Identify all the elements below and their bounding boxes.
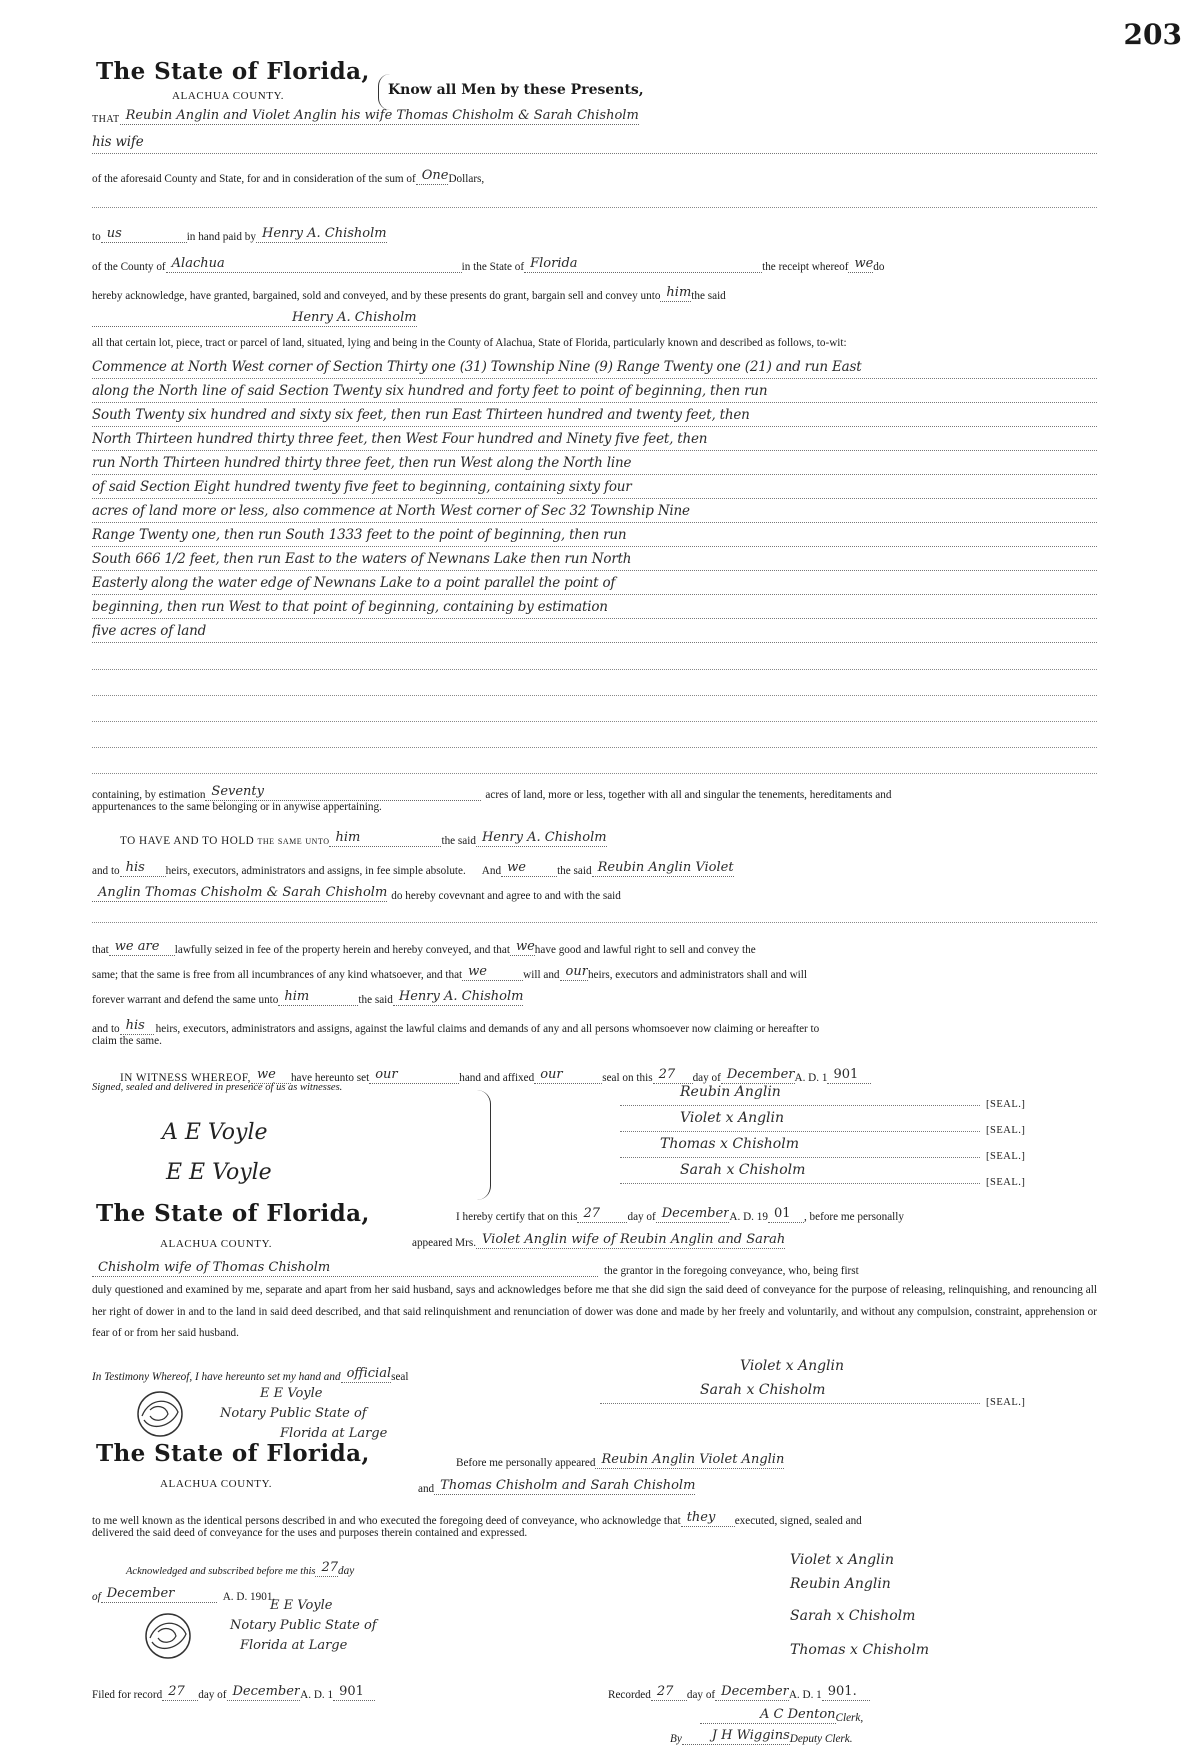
cert2-appeared-row [456, 1448, 1097, 1469]
that-label-2: that [92, 944, 109, 956]
state-title: The State of Florida, [96, 58, 370, 85]
will-and-label: will and [523, 969, 560, 981]
state-title: The State of Florida, [96, 1200, 370, 1227]
day-of-label: day of [692, 1072, 721, 1084]
filed-day: 27 [162, 1683, 198, 1701]
seal-our: our [534, 1066, 602, 1084]
notary-line: Florida at Large [240, 1638, 348, 1653]
the-said-label: the said [441, 835, 476, 847]
description-line: beginning, then run West to that point of beginning, containing by estimation [92, 597, 1097, 619]
claims-row [92, 1014, 1097, 1035]
notary-line: Notary Public State of [220, 1406, 367, 1421]
do-label: do [873, 261, 885, 273]
cert1-appeared-row [412, 1228, 1097, 1249]
grantee-value: Henry A. Chisholm [92, 309, 417, 327]
deputy-label: Deputy Clerk. [789, 1733, 853, 1745]
recorded-year: 901. [822, 1683, 870, 1701]
seal-on-label: seal on this [602, 1072, 653, 1084]
state-of-value: Florida [524, 255, 762, 273]
cert2-signature: Sarah x Chisholm [790, 1608, 916, 1624]
cert2-and-row [418, 1474, 1097, 1495]
deputy-name: J H Wiggins [682, 1727, 790, 1745]
state-of-label: in the State of [461, 261, 525, 273]
seal-year: 901 [827, 1066, 871, 1084]
have-hold-unto-value: him [329, 829, 441, 847]
containing-label: containing, by estimation [92, 789, 206, 801]
cert1-day: 27 [577, 1205, 627, 1223]
containing-row [92, 780, 1097, 801]
blank-line [92, 668, 1097, 670]
description-line: of said Section Eight hundred twenty five feet to beginning, containing sixty four [92, 477, 1097, 499]
of-label: of [92, 1591, 101, 1603]
land-intro: all that certain lot, piece, tract or parcel of land, situated, lying and being in the County of Alachua, State of Florida, particularly known and described as follows, to-wit: [92, 337, 847, 349]
have-hold-row [92, 826, 1097, 847]
the-said-label: the said [358, 994, 393, 1006]
cert1-body: duly questioned and examined by me, separate and apart from her said husband, says and acknowledges before me that she did sign the said deed of conveyance for the purpose of releasing, relinquishing, and renouncing all her right of dower in and to the land in said deed described, and that said relinquishment and renunciation of dower was done and made by her freely and voluntarily, and without any compulsion, constraint, apprehension or fear of or from her said husband. [92, 1284, 1097, 1339]
ad-label: A. D. 19 [729, 1211, 768, 1223]
notary-line: E E Voyle [260, 1386, 323, 1401]
claim-same-text: claim the same. [92, 1035, 162, 1047]
free-row [92, 960, 1097, 981]
and-label: and [418, 1483, 435, 1495]
grantor-signature: Thomas x Chisholm [620, 1136, 980, 1158]
grantor-tail: the grantor in the foregoing conveyance, who, being first [604, 1265, 859, 1277]
and-to-value: his [120, 1017, 154, 1035]
description-line: Range Twenty one, then run South 1333 feet to the point of beginning, then run [92, 525, 1097, 547]
witness-brace [476, 1090, 491, 1200]
seal-word: seal [391, 1371, 409, 1383]
certify-label: I hereby certify that on this [456, 1211, 578, 1223]
grantor-signature: Reubin Anglin [620, 1084, 980, 1106]
before-me-label: Before me personally appeared [456, 1457, 596, 1469]
and-to-value: his [120, 859, 166, 877]
county-label: ALACHUA COUNTY. [172, 90, 285, 102]
blank-line [92, 694, 1097, 696]
paid-by-row [92, 222, 1097, 243]
the-said-label: the said [557, 865, 592, 877]
seized-tail: lawfully seized in fee of the property herein and hereby conveyed, and that [174, 944, 510, 956]
clerk-label: Clerk, [835, 1712, 864, 1724]
description-line: run North Thirteen hundred thirty three feet, then run West along the North line [92, 453, 1097, 475]
to-value: us [101, 225, 187, 243]
the-said-label: the said [691, 290, 726, 302]
seized-value: we are [109, 938, 175, 956]
have-value: we [510, 938, 535, 956]
seal-day: 27 [653, 1066, 693, 1084]
appeared-label: appeared Mrs. [412, 1237, 476, 1249]
seal-label: [SEAL.] [986, 1125, 1026, 1136]
cert1-month: December [656, 1205, 730, 1223]
cert2-names-2: Thomas Chisholm and Sarah Chisholm [434, 1477, 695, 1495]
before-me-label: , before me personally [803, 1211, 904, 1223]
cert2-signature: Reubin Anglin [790, 1576, 891, 1592]
clerk-row [700, 1703, 1097, 1724]
known-label: to me well known as the identical persons described in and who executed the foregoing deed of conveyance, who acknowledge that [92, 1515, 681, 1527]
heirs-row [92, 856, 1097, 877]
blank-line [92, 720, 1097, 722]
free-value: we [462, 963, 523, 981]
cert2-signatures [790, 1548, 929, 1662]
will-value: our [560, 963, 588, 981]
description-line: five acres of land [92, 621, 1097, 643]
blank-line [92, 921, 1097, 923]
delivered-line [92, 1527, 1097, 1548]
warrant-grantee: Henry A. Chisholm [393, 988, 524, 1006]
covenant-row [92, 881, 1097, 902]
appeared-names: Violet Anglin wife of Reubin Anglin and Sarah [476, 1231, 785, 1249]
county-of-label: of the County of [92, 261, 166, 273]
convey-label: hereby acknowledge, have granted, bargained, sold and conveyed, and by these presents do grant, bargain sell and convey unto [92, 290, 661, 302]
seized-row [92, 935, 1097, 956]
cert1-date-row [456, 1202, 1097, 1223]
warrant-unto-value: him [278, 988, 358, 1006]
convey-unto-value: him [660, 284, 691, 302]
page-number: 203 [1123, 18, 1182, 51]
free-tail: heirs, executors and administrators shall and will [587, 969, 807, 981]
testimony-value: official [341, 1365, 392, 1383]
witness-set-label: have hereunto set [290, 1072, 370, 1084]
grantors-row [92, 104, 1097, 125]
notary-line: E E Voyle [270, 1598, 333, 1613]
clerk-name: A C Denton [700, 1706, 836, 1724]
to-label: to [92, 231, 101, 243]
cert1-signature: Sarah x Chisholm [600, 1382, 980, 1404]
by-label: By [670, 1733, 682, 1745]
notary-seal-icon [132, 1386, 188, 1442]
day-label: day [338, 1565, 355, 1577]
receipt-label: the receipt whereof [762, 261, 849, 273]
notary-signature-block [200, 1384, 387, 1444]
paid-by-label: in hand paid by [186, 231, 256, 243]
delivered-text: delivered the said deed of conveyance for the uses and purposes therein contained and expressed. [92, 1527, 528, 1539]
county-label: ALACHUA COUNTY. [160, 1238, 273, 1250]
seal-month: December [721, 1066, 795, 1084]
that-label: THAT [92, 114, 120, 125]
description-line: along the North line of said Section Twenty six hundred and forty feet to point of beginning, then run [92, 381, 1097, 403]
known-row [92, 1506, 1097, 1527]
known-tail: executed, signed, sealed and [734, 1515, 862, 1527]
ack-day: 27 [315, 1559, 338, 1577]
recorded-row [608, 1680, 1097, 1701]
cert1-wife-row [92, 1256, 1097, 1277]
witness-our: our [369, 1066, 459, 1084]
filed-label: Filed for record [92, 1689, 163, 1701]
acres-tail: acres of land, more or less, together with all and singular the tenements, hereditaments and [485, 789, 892, 801]
testimony-row [92, 1362, 512, 1383]
ad-label: A. D. 1 [300, 1689, 334, 1701]
day-of-label: day of [198, 1689, 227, 1701]
description-line: South 666 1/2 feet, then run East to the waters of Newnans Lake then run North [92, 549, 1097, 571]
filed-row [92, 1680, 592, 1701]
description-line: South Twenty six hundred and sixty six feet, then run East Thirteen hundred and twenty feet, then [92, 405, 1097, 427]
and-label: And [481, 865, 502, 877]
grantor-signature: Sarah x Chisholm [620, 1162, 980, 1184]
and-to-label: and to [92, 865, 120, 877]
consideration-amount: One [416, 167, 449, 185]
witness-signature: A E Voyle [162, 1120, 268, 1145]
seal-label: [SEAL.] [986, 1397, 1026, 1408]
free-label: same; that the same is free from all incumbrances of any kind whatsoever, and that [92, 969, 463, 981]
paid-by-value: Henry A. Chisholm [256, 225, 387, 243]
ad-label: A. D. 1 [788, 1689, 822, 1701]
seal-label: [SEAL.] [986, 1099, 1026, 1110]
grantors-line-2: his wife [92, 132, 1097, 154]
cert2-signature: Violet x Anglin [790, 1552, 895, 1568]
notary-signature-block [210, 1596, 377, 1656]
convey-row [92, 281, 1097, 302]
notary-line: Notary Public State of [230, 1618, 377, 1633]
description-line: Easterly along the water edge of Newnans Lake to a point parallel the point of [92, 573, 1097, 595]
description-line: North Thirteen hundred thirty three feet, then West Four hundred and Ninety five feet, then [92, 429, 1097, 451]
known-value: they [681, 1509, 735, 1527]
recorded-label: Recorded [608, 1689, 651, 1701]
cert1-signature: Violet x Anglin [740, 1358, 845, 1374]
ack-month: December [101, 1585, 217, 1603]
notary-line: Florida at Large [280, 1426, 388, 1441]
covenant-tail: do hereby covevnant and agree to and with the said [391, 890, 621, 902]
witness-whereof-label: IN WITNESS WHEREOF, [120, 1072, 251, 1084]
seal-label: [SEAL.] [986, 1151, 1026, 1162]
ad-label: A. D. 1 [794, 1072, 828, 1084]
county-of-row [92, 252, 1097, 273]
deputy-row [670, 1724, 1097, 1745]
recorded-day: 27 [651, 1683, 687, 1701]
claims-tail: heirs, executors, administrators and assigns, against the lawful claims and demands of any and all persons whomsoever now claiming or hereafter to [155, 1023, 820, 1035]
witness-who: we [251, 1066, 291, 1084]
description-line: Commence at North West corner of Section Thirty one (31) Township Nine (9) Range Twenty one (21) and run East [92, 357, 1097, 379]
appurtenances-line [92, 801, 1097, 822]
warrant-label: forever warrant and defend the same unto [92, 994, 279, 1006]
state-title: The State of Florida, [96, 1440, 370, 1467]
grantors-line-1: Reubin Anglin and Violet Anglin his wife Thomas Chisholm & Sarah Chisholm [120, 107, 639, 125]
notary-seal-icon [140, 1608, 196, 1664]
have-tail: have good and lawful right to sell and convey the [534, 944, 756, 956]
filed-month: December [227, 1683, 301, 1701]
blank-line [92, 206, 1097, 208]
receipt-value: we [848, 255, 873, 273]
testimony-label: In Testimony Whereof, I have hereunto set my hand and [92, 1371, 341, 1383]
know-all-men: Know all Men by these Presents, [388, 82, 644, 98]
consideration-row [92, 164, 1097, 185]
claim-same-line [92, 1035, 1097, 1056]
ad-label: A. D. 1901. [222, 1591, 276, 1603]
containing-value: Seventy [205, 783, 481, 801]
ack-row [126, 1556, 546, 1577]
county-label: ALACHUA COUNTY. [160, 1478, 273, 1490]
dollars-label: Dollars, [448, 173, 485, 185]
appurtenances-text: appurtenances to the same belonging or in anywise appertaining. [92, 801, 382, 813]
heirs-label: heirs, executors, administrators and assigns, in fee simple absolute. [165, 865, 466, 877]
day-of-label: day of [627, 1211, 656, 1223]
covenant-names-b: Anglin Thomas Chisholm & Sarah Chisholm [92, 884, 387, 902]
seal-label: [SEAL.] [986, 1177, 1026, 1188]
consideration-label: of the aforesaid County and State, for and in consideration of the sum of [92, 173, 416, 185]
grantee-row [92, 306, 1097, 327]
and-value: we [501, 859, 557, 877]
wife-of-names: Chisholm wife of Thomas Chisholm [92, 1259, 598, 1277]
cert2-names-1: Reubin Anglin Violet Anglin [595, 1451, 784, 1469]
description-line: acres of land more or less, also commence at North West corner of Sec 32 Township Nine [92, 501, 1097, 523]
and-to-label: and to [92, 1023, 120, 1035]
hand-affixed-label: hand and affixed [459, 1072, 535, 1084]
have-hold-grantee: Henry A. Chisholm [476, 829, 607, 847]
ack-label: Acknowledged and subscribed before me this [126, 1566, 316, 1577]
county-of-value: Alachua [166, 255, 462, 273]
blank-line [92, 772, 1097, 774]
warrant-row [92, 985, 1097, 1006]
day-of-label: day of [686, 1689, 716, 1701]
witness-whereof-row [92, 1063, 1097, 1084]
witness-signature: E E Voyle [166, 1160, 272, 1185]
signed-sealed-text: Signed, sealed and delivered in presence of us as witnesses. [92, 1082, 343, 1093]
have-hold-label: TO HAVE AND TO HOLD the same unto [120, 835, 330, 847]
covenant-names-a: Reubin Anglin Violet [592, 859, 734, 877]
filed-year: 901 [333, 1683, 375, 1701]
cert1-year: 01 [768, 1205, 804, 1223]
grantor-signature: Violet x Anglin [620, 1110, 980, 1132]
blank-line [92, 746, 1097, 748]
recorded-month: December [715, 1683, 789, 1701]
cert2-signature: Thomas x Chisholm [790, 1642, 929, 1658]
